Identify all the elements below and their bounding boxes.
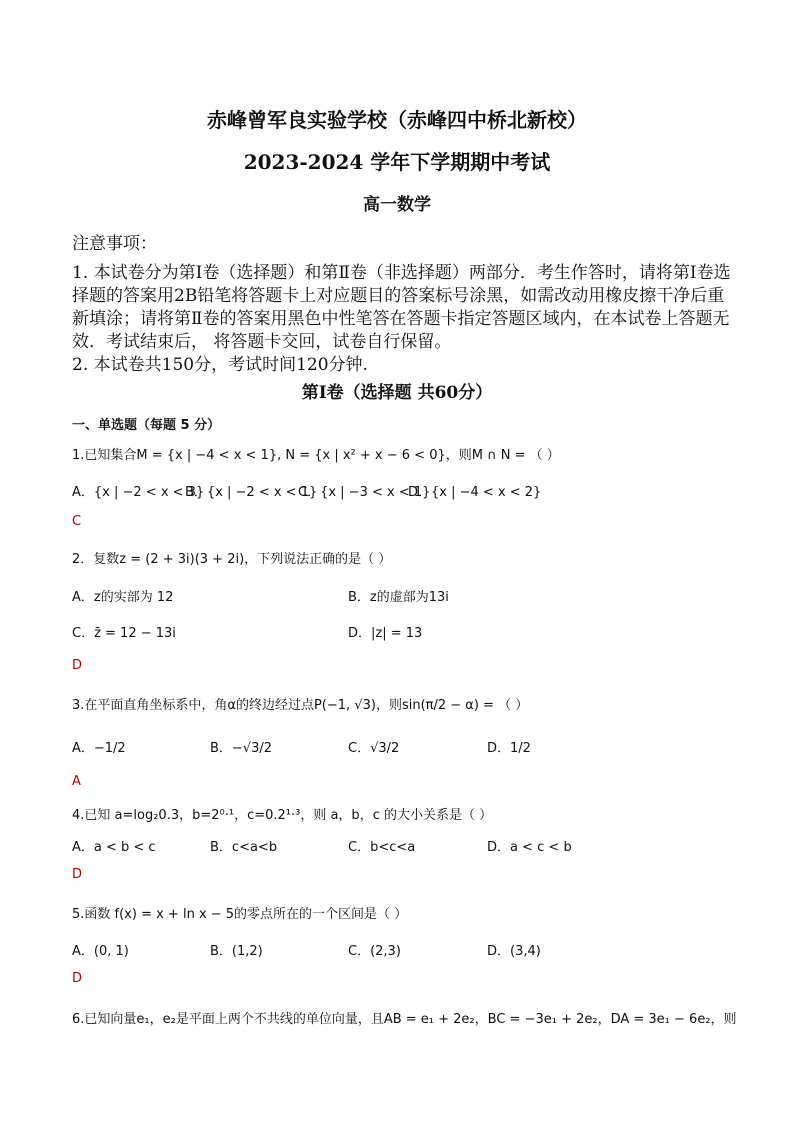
q2-option-a: A．z的实部为 12 xyxy=(72,590,174,605)
section-title: 第Ⅰ卷（选择题 共60分） xyxy=(301,383,493,403)
question-4-stem: 4.已知 a=log₂0.3，b=2⁰·¹，c=0.2¹·³，则 a，b，c 的大小关系是（ ） xyxy=(72,808,493,823)
notice-item-1: 1. 本试卷分为第Ⅰ卷（选择题）和第Ⅱ卷（非选择题）两部分．考生作答时，请将第Ⅰ卷选择题的答案用2B铅笔将答题卡上对应题目的答案标号涂黑，如需改动用橡皮擦干净后重新填涂；请将第Ⅱ卷的答案用黑色中性笔答在答题卡指定答题区域内，在本试卷上答题无效．考试结束后， 将答题卡交回，试卷自行保留。 xyxy=(72,263,731,352)
q1-answer: C xyxy=(72,514,82,529)
q2-option-c: C．z̄ = 12 − 13i xyxy=(72,626,176,641)
subject-title: 高一数学 xyxy=(363,195,431,215)
part-heading: 一、单选题（每题 5 分） xyxy=(72,418,221,433)
q4-option-a: A．a < b < c xyxy=(72,840,156,855)
q4-option-b: B．c<a<b xyxy=(210,840,278,855)
q1-option-c: C．{x | −3 < x < 1} xyxy=(298,485,431,500)
q5-option-a: A．(0, 1) xyxy=(72,944,129,959)
notice-item-2: 2. 本试卷共150分，考试时间120分钟. xyxy=(72,355,368,375)
q1-option-a: A．{x | −2 < x < 3} xyxy=(72,485,205,500)
q5-option-d: D．(3,4) xyxy=(487,944,541,959)
q2-option-b: B．z的虚部为13i xyxy=(348,590,449,605)
q3-option-a: A．−1/2 xyxy=(72,741,126,756)
notice-heading: 注意事项： xyxy=(72,234,157,254)
q2-answer: D xyxy=(72,658,83,673)
school-title: 赤峰曾军良实验学校（赤峰四中桥北新校） xyxy=(207,108,587,132)
q5-answer: D xyxy=(72,971,83,986)
q5-option-c: C．(2,3) xyxy=(348,944,401,959)
exam-title: 2023-2024 学年下学期期中考试 xyxy=(243,150,551,174)
q4-option-c: C．b<c<a xyxy=(348,840,416,855)
q1-option-d: D．{x | −4 < x < 2} xyxy=(408,485,542,500)
question-6-stem: 6.已知向量e₁，e₂是平面上两个不共线的单位向量，且AB = e₁ + 2e₂，BC = −3e₁ + 2e₂，DA = 3e₁ − 6e₂，则 xyxy=(72,1012,737,1027)
q3-answer: A xyxy=(72,774,81,789)
q4-option-d: D．a < c < b xyxy=(487,840,572,855)
q1-option-b: B．{x | −2 < x < 1} xyxy=(185,485,318,500)
question-1-stem: 1.已知集合M = {x | −4 < x < 1}, N = {x | x² + x − 6 < 0}，则M ∩ N = （ ） xyxy=(72,448,560,463)
notice-body xyxy=(72,262,732,377)
q4-answer: D xyxy=(72,867,83,882)
q5-option-b: B．(1,2) xyxy=(210,944,263,959)
q2-option-d: D．|z| = 13 xyxy=(348,626,423,641)
question-3-stem: 3.在平面直角坐标系中，角α的终边经过点P(−1, √3)，则sin(π/2 − α) = （ ） xyxy=(72,698,529,713)
q3-option-d: D．1/2 xyxy=(487,741,531,756)
q3-option-b: B．−√3/2 xyxy=(210,741,273,756)
question-5-stem: 5.函数 f(x) = x + ln x − 5的零点所在的一个区间是（ ） xyxy=(72,907,408,922)
q3-option-c: C．√3/2 xyxy=(348,741,400,756)
question-2-stem: 2．复数z = (2 + 3i)(3 + 2i)，下列说法正确的是（ ） xyxy=(72,552,392,567)
